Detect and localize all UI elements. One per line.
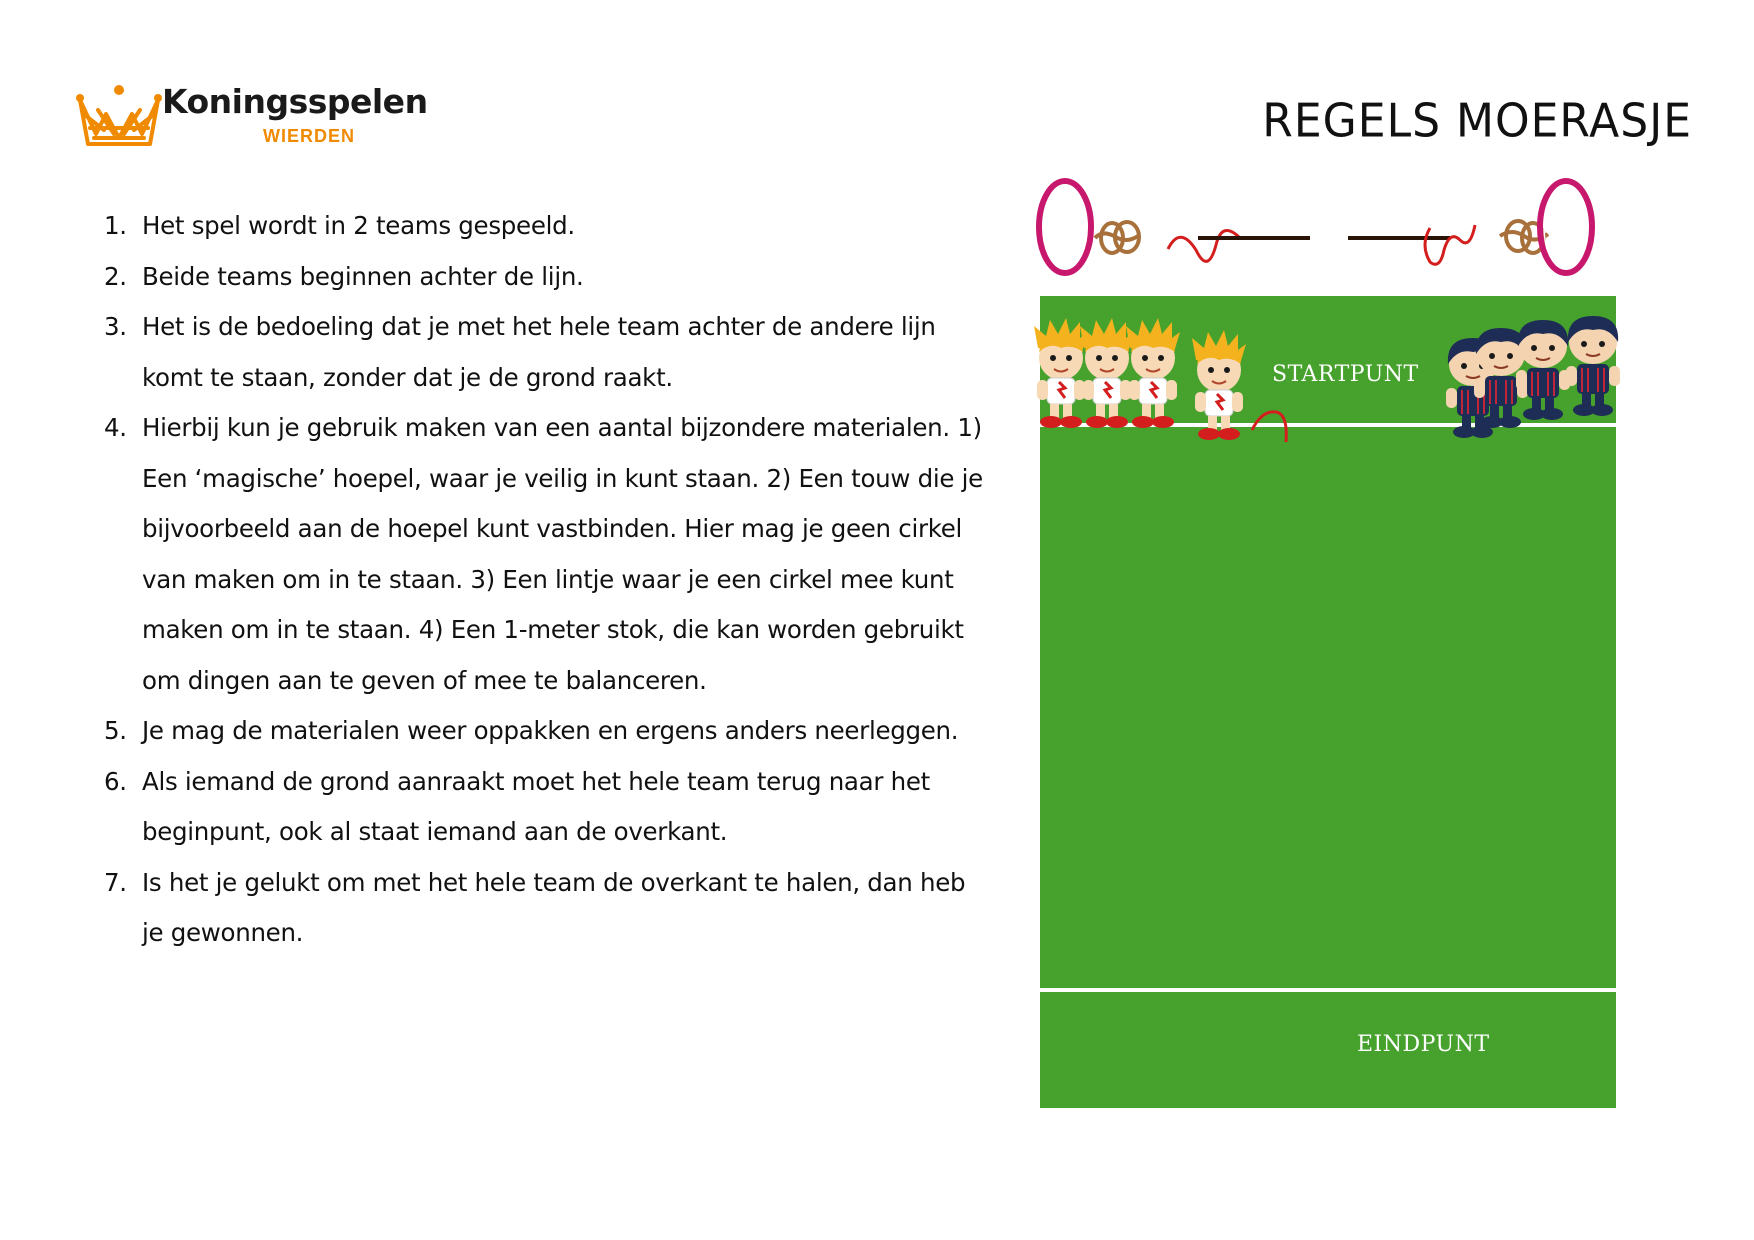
rules-list	[100, 201, 990, 959]
item-text: Als iemand de grond aanraakt moet het hele team terug naar het beginpunt, ook al staat iemand aan de overkant.	[142, 766, 930, 846]
materials-row	[1030, 170, 1630, 290]
list-item	[100, 252, 990, 303]
list-item	[100, 201, 990, 252]
crown-icon	[76, 82, 162, 152]
swamp-diagram	[1030, 170, 1630, 1120]
item-text: Beide teams beginnen achter de lijn.	[142, 261, 584, 291]
page-title: REGELS MOERASJE	[1262, 94, 1692, 149]
player-figure-blonde	[1190, 330, 1248, 442]
ribbon-icon	[1425, 225, 1475, 264]
ribbon-icon	[1168, 230, 1240, 261]
hoop-icon	[1039, 181, 1091, 273]
item-text: Hierbij kun je gebruik maken van een aantal bijzondere materialen. 1) Een ‘magische’ hoepel, waar je veilig in kunt staan. 2) Een touw die je bijvoorbeeld aan de hoepel kunt vastbinden. Hier mag je geen cirkel van maken om in te staan. 3) Een lintje waar je een cirkel mee kunt maken om in te staan. 4) Een 1-meter stok, die kan worden gebruikt om dingen aan te geven of mee te balanceren.	[142, 413, 983, 695]
end-label: EINDPUNT	[1357, 1032, 1490, 1057]
item-number: 3.	[104, 312, 127, 341]
ribbon-icon	[1248, 390, 1308, 450]
logo-subtitle: WIERDEN	[263, 126, 355, 146]
item-number: 7.	[104, 867, 127, 897]
rope-icon	[1095, 222, 1139, 253]
logo	[76, 80, 428, 155]
end-line	[1040, 988, 1616, 992]
item-text: Het is de bedoeling dat je met het hele team achter de andere lijn komt te staan, zonder dat je de grond raakt.	[142, 312, 936, 392]
list-item	[100, 706, 990, 757]
item-number: 6.	[104, 766, 127, 796]
logo-name: Koningsspelen	[162, 82, 428, 121]
item-number: 5.	[104, 716, 127, 745]
player-figure-dark	[1562, 308, 1624, 418]
item-number: 2.	[104, 261, 127, 291]
player-figure-blonde	[1124, 318, 1182, 430]
item-number: 4.	[104, 413, 127, 442]
item-text: Het spel wordt in 2 teams gespeeld.	[142, 211, 575, 240]
list-item	[100, 858, 990, 959]
hoop-icon	[1540, 181, 1592, 273]
item-number: 1.	[104, 211, 127, 240]
start-label: STARTPUNT	[1272, 362, 1419, 387]
item-text: Je mag de materialen weer oppakken en ergens anders neerleggen.	[142, 716, 959, 745]
list-item	[100, 302, 990, 403]
list-item	[100, 403, 990, 706]
list-item	[100, 757, 990, 858]
item-text: Is het je gelukt om met het hele team de overkant te halen, dan heb je gewonnen.	[142, 867, 966, 947]
